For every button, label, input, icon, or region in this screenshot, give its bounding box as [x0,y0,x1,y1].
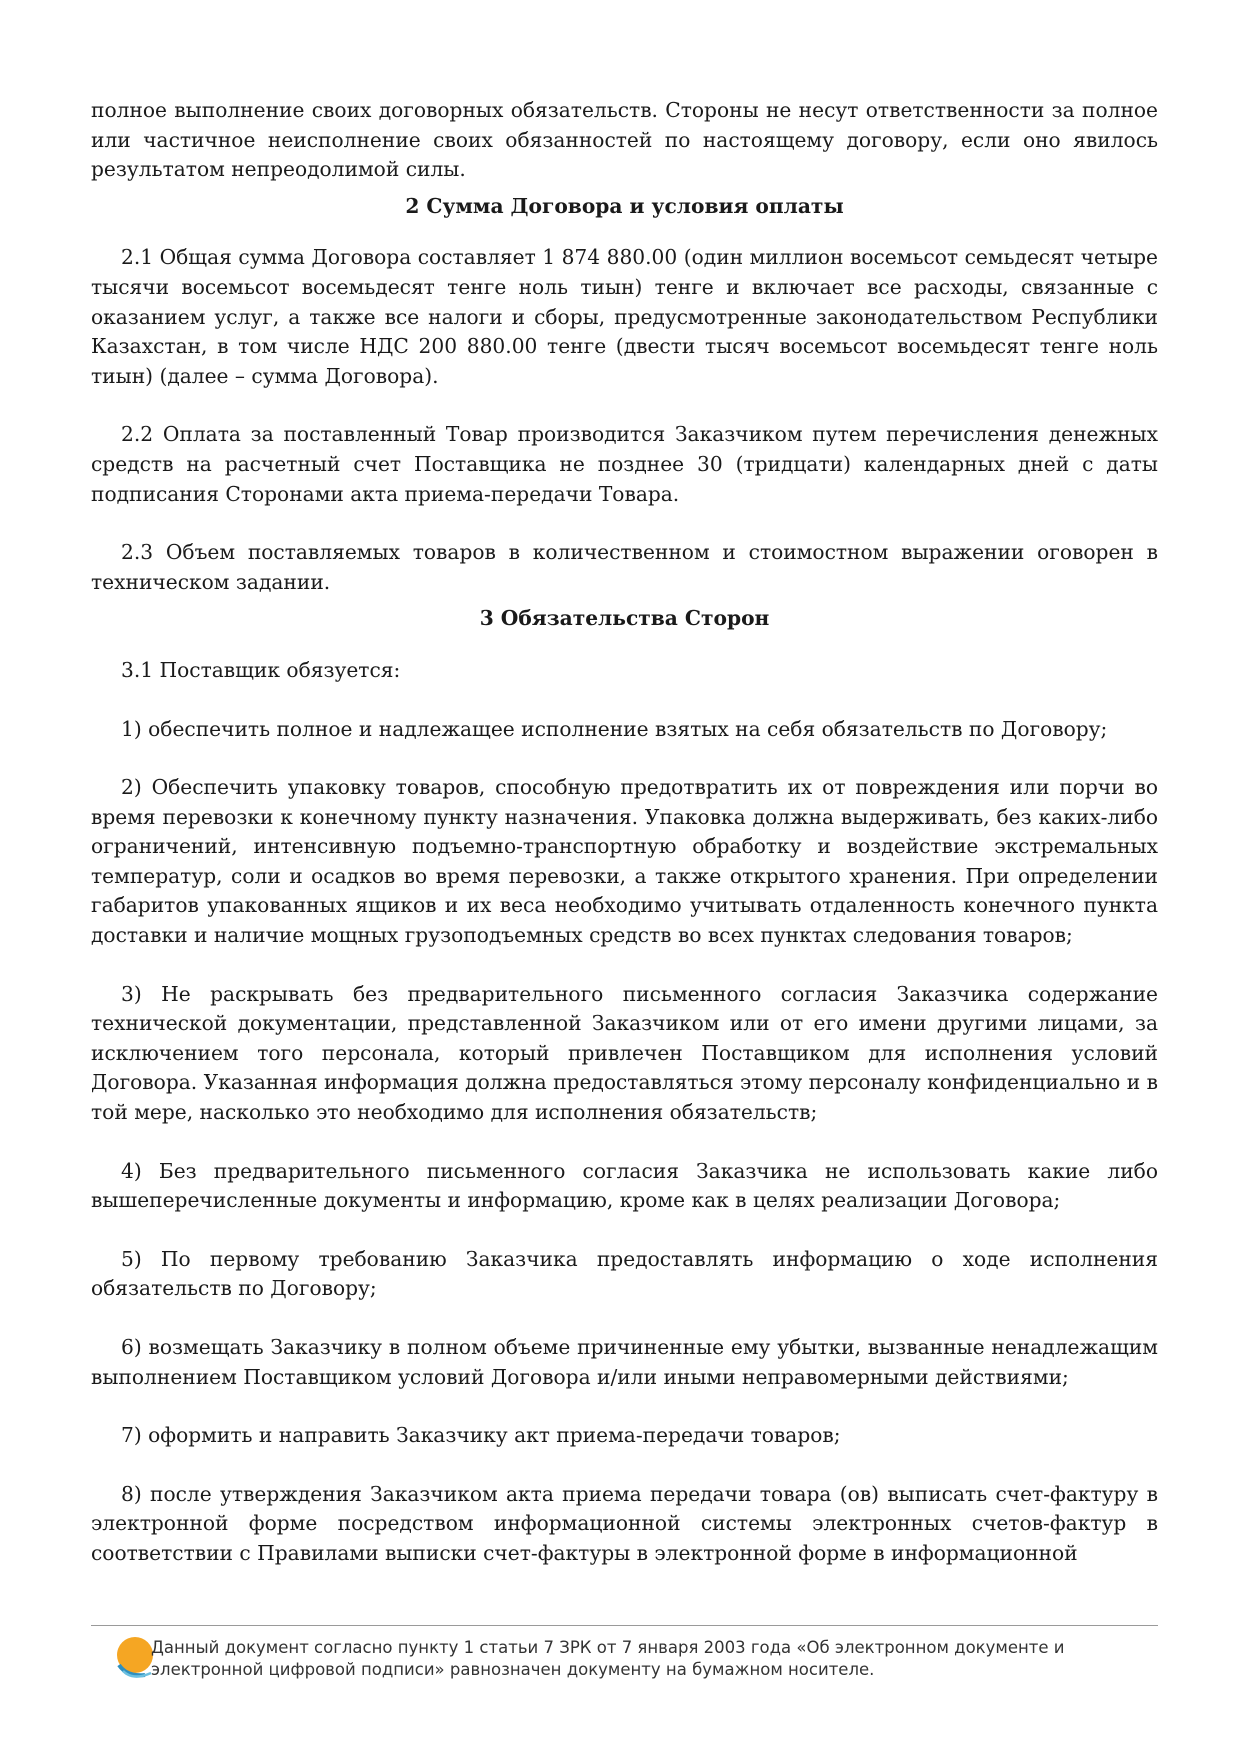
section-3-title: 3 Обязательства Сторон [479,606,770,631]
document-body [91,96,1158,1569]
list-item: 2) Обеспечить упаковку товаров, способную предотвратить их от повреждения или порчи во время перевозки к конечному пункту назначения. Упаковка должна выдерживать, без каких-либо ограничений, интенсивную подъемно-транспортную обработку и воздействие экстремальных температур, соли и осадков во время перевозки, а также открытого хранения. При определении габаритов упакованных ящиков и их веса необходимо учитывать отдаленность конечного пункта доставки и наличие мощных грузоподъемных средств во всех пунктах следования товаров; [91,775,1158,948]
list-item: 1) обеспечить полное и надлежащее исполнение взятых на себя обязательств по Договору; [121,716,1108,741]
list-item: 6) возмещать Заказчику в полном объеме причиненные ему убытки, вызванные ненадлежащим выполнением Поставщиком условий Договора и/или иными неправомерными действиями; [91,1335,1158,1389]
paragraph-2-3: 2.3 Объем поставляемых товаров в количественном и стоимостном выражении оговорен в техническом задании. [91,540,1158,594]
paragraph-2-2: 2.2 Оплата за поставленный Товар производится Заказчиком путем перечисления денежных средств на расчетный счет Поставщика не позднее 30 (тридцати) календарных дней с даты подписания Сторонами акта приема-передачи Товара. [91,422,1158,506]
list-item: 5) По первому требованию Заказчика предоставлять информацию о ходе исполнения обязательств по Договору; [91,1246,1158,1301]
paragraph-3-1: 3.1 Поставщик обязуется: [121,657,401,682]
list-item: 3) Не раскрывать без предварительного письменного согласия Заказчика содержание технической документации, представленной Заказчиком или от его имени другими лицами, за исключением того персонала, который привлечен Поставщиком для исполнения условий Договора. Указанная информация должна предоставляться этому персоналу конфиденциально и в той мере, насколько это необходимо для исполнения обязательств; [91,981,1158,1125]
paragraph-2-1: 2.1 Общая сумма Договора составляет 1 874 880.00 (один миллион восемьсот семьдесят четыре тысячи восемьсот восемьдесят тенге ноль тиын) тенге и включает все расходы, связанные с оказанием услуг, а также все налоги и сборы, предусмотренные законодательством Республики Казахстан, в том числе НДС 200 880.00 тенге (двести тысяч восемьсот восемьдесят тенге ноль тиын) (далее – сумма Договора). [91,245,1158,388]
list-item: 7) оформить и направить Заказчику акт приема-передачи товаров; [121,1423,841,1448]
footer [91,1625,1158,1679]
list-item: 4) Без предварительного письменного согласия Заказчика не использовать какие либо вышеперечисленные документы и информацию, кроме как в целях реализации Договора; [91,1158,1158,1213]
intro-paragraph: полное выполнение своих договорных обязательств. Стороны не несут ответственности за полное или частичное неисполнение своих обязанностей по настоящему договору, если оно явилось результатом непреодолимой силы. [91,98,1158,182]
list-item: 8) после утверждения Заказчиком акта приема передачи товара (ов) выписать счет-фактуру в электронной форме посредством информационной системы электронных счетов-фактур в соответствии с Правилами выписки счет-фактуры в электронной форме в информационной [91,1481,1158,1565]
footer-legal-notice: Данный документ согласно пункту 1 статьи 7 ЗРК от 7 января 2003 года «Об электронном документе и электронной цифровой подписи» равнозначен документу на бумажном носителе. [151,1638,1065,1679]
section-2-title: 2 Сумма Договора и условия оплаты [405,193,844,218]
